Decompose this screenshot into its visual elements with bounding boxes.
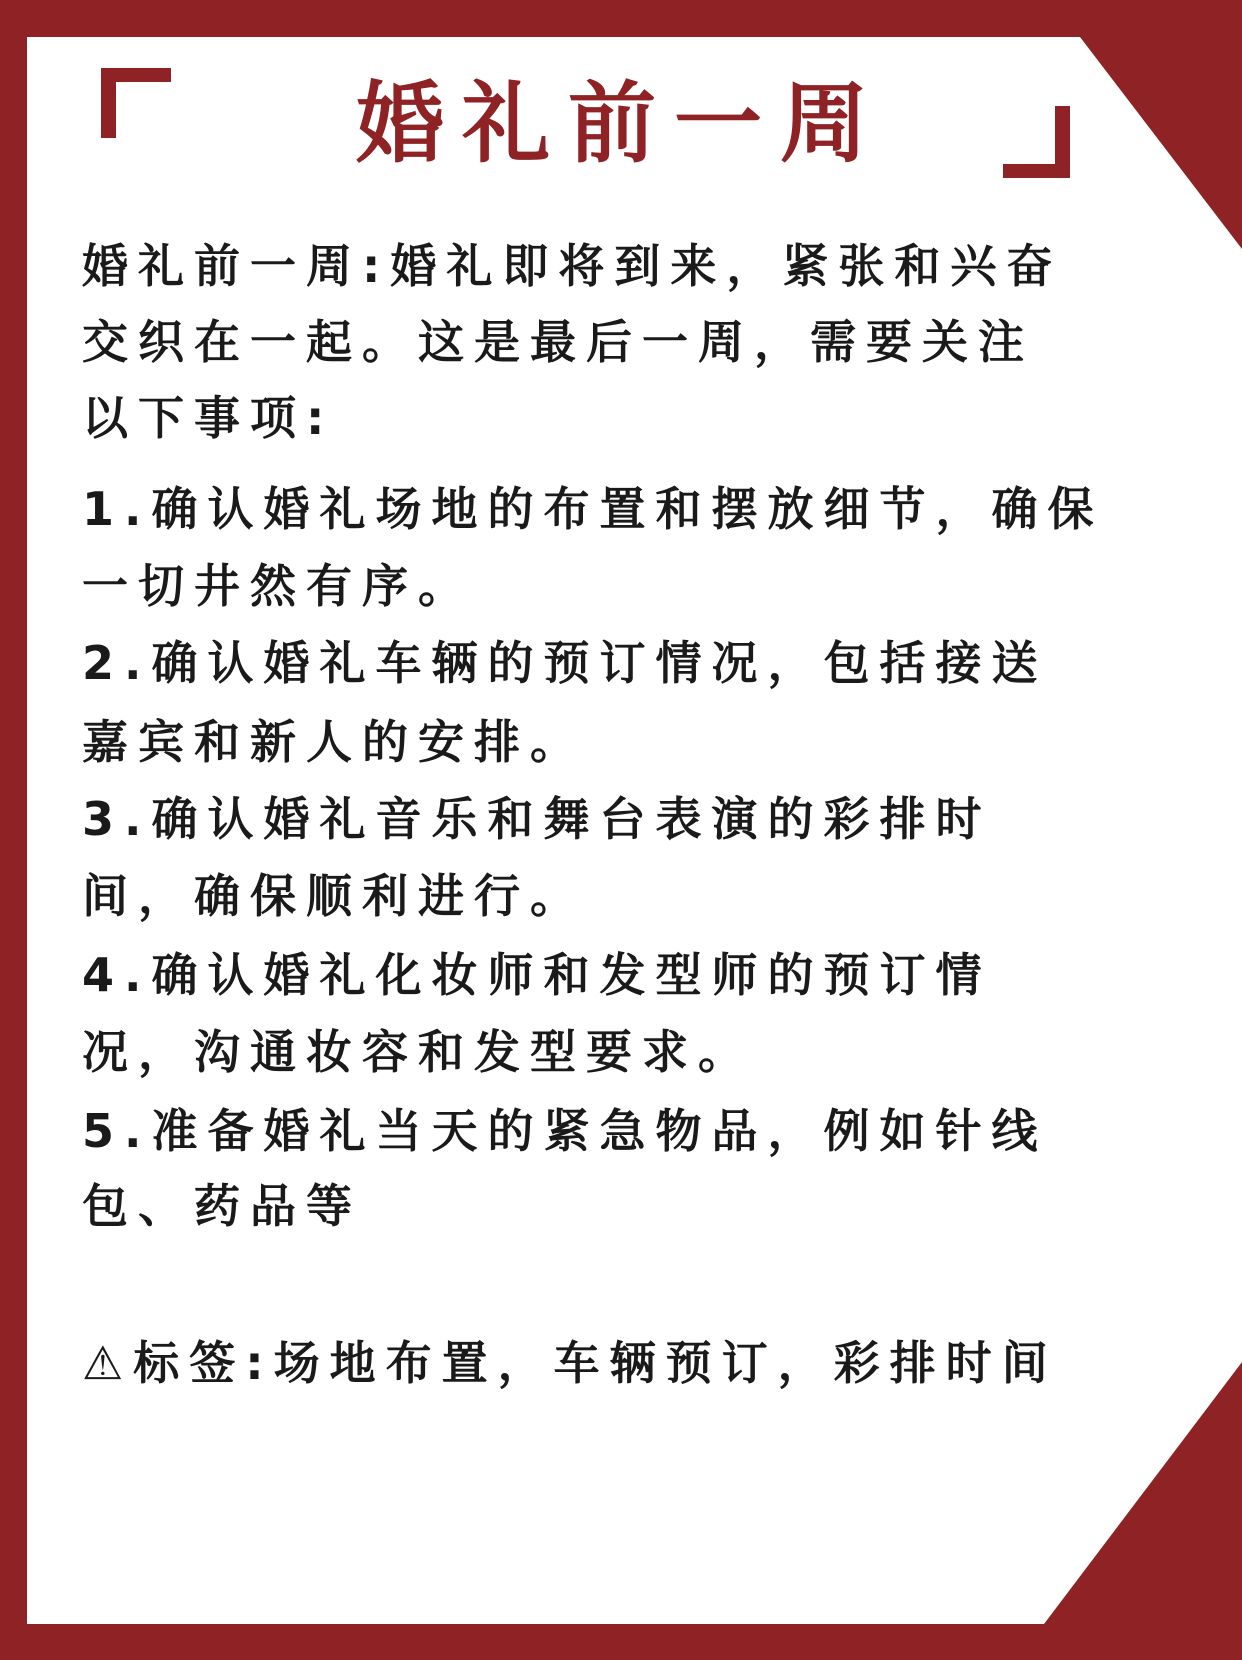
list-item-2-line: 2.确认婚礼车辆的预订情况，包括接送 [82,636,1048,690]
intro-line: 以下事项: [82,391,335,445]
tags-line: ⚠标签:场地布置，车辆预订，彩排时间 [82,1336,1058,1390]
intro-line: 交织在一起。这是最后一周，需要关注 [82,315,1034,369]
list-item-4-line: 4.确认婚礼化妆师和发型师的预订情 [82,948,992,1002]
page-title: 婚礼前一周 [355,72,886,175]
intro-line: 婚礼前一周:婚礼即将到来，紧张和兴奋 [82,239,1063,293]
list-item-1-line: 1.确认婚礼场地的布置和摆放细节，确保 [82,482,1104,536]
list-item-5-line: 5.准备婚礼当天的紧急物品，例如针线 [82,1104,1048,1158]
list-item-4-line: 况，沟通妆容和发型要求。 [82,1025,754,1079]
list-item-3-line: 3.确认婚礼音乐和舞台表演的彩排时 [82,792,992,846]
list-item-2-line: 嘉宾和新人的安排。 [82,715,586,769]
list-item-5-line: 包、药品等 [82,1179,362,1233]
list-item-3-line: 间，确保顺利进行。 [82,869,586,923]
list-item-1-line: 一切井然有序。 [82,559,474,613]
